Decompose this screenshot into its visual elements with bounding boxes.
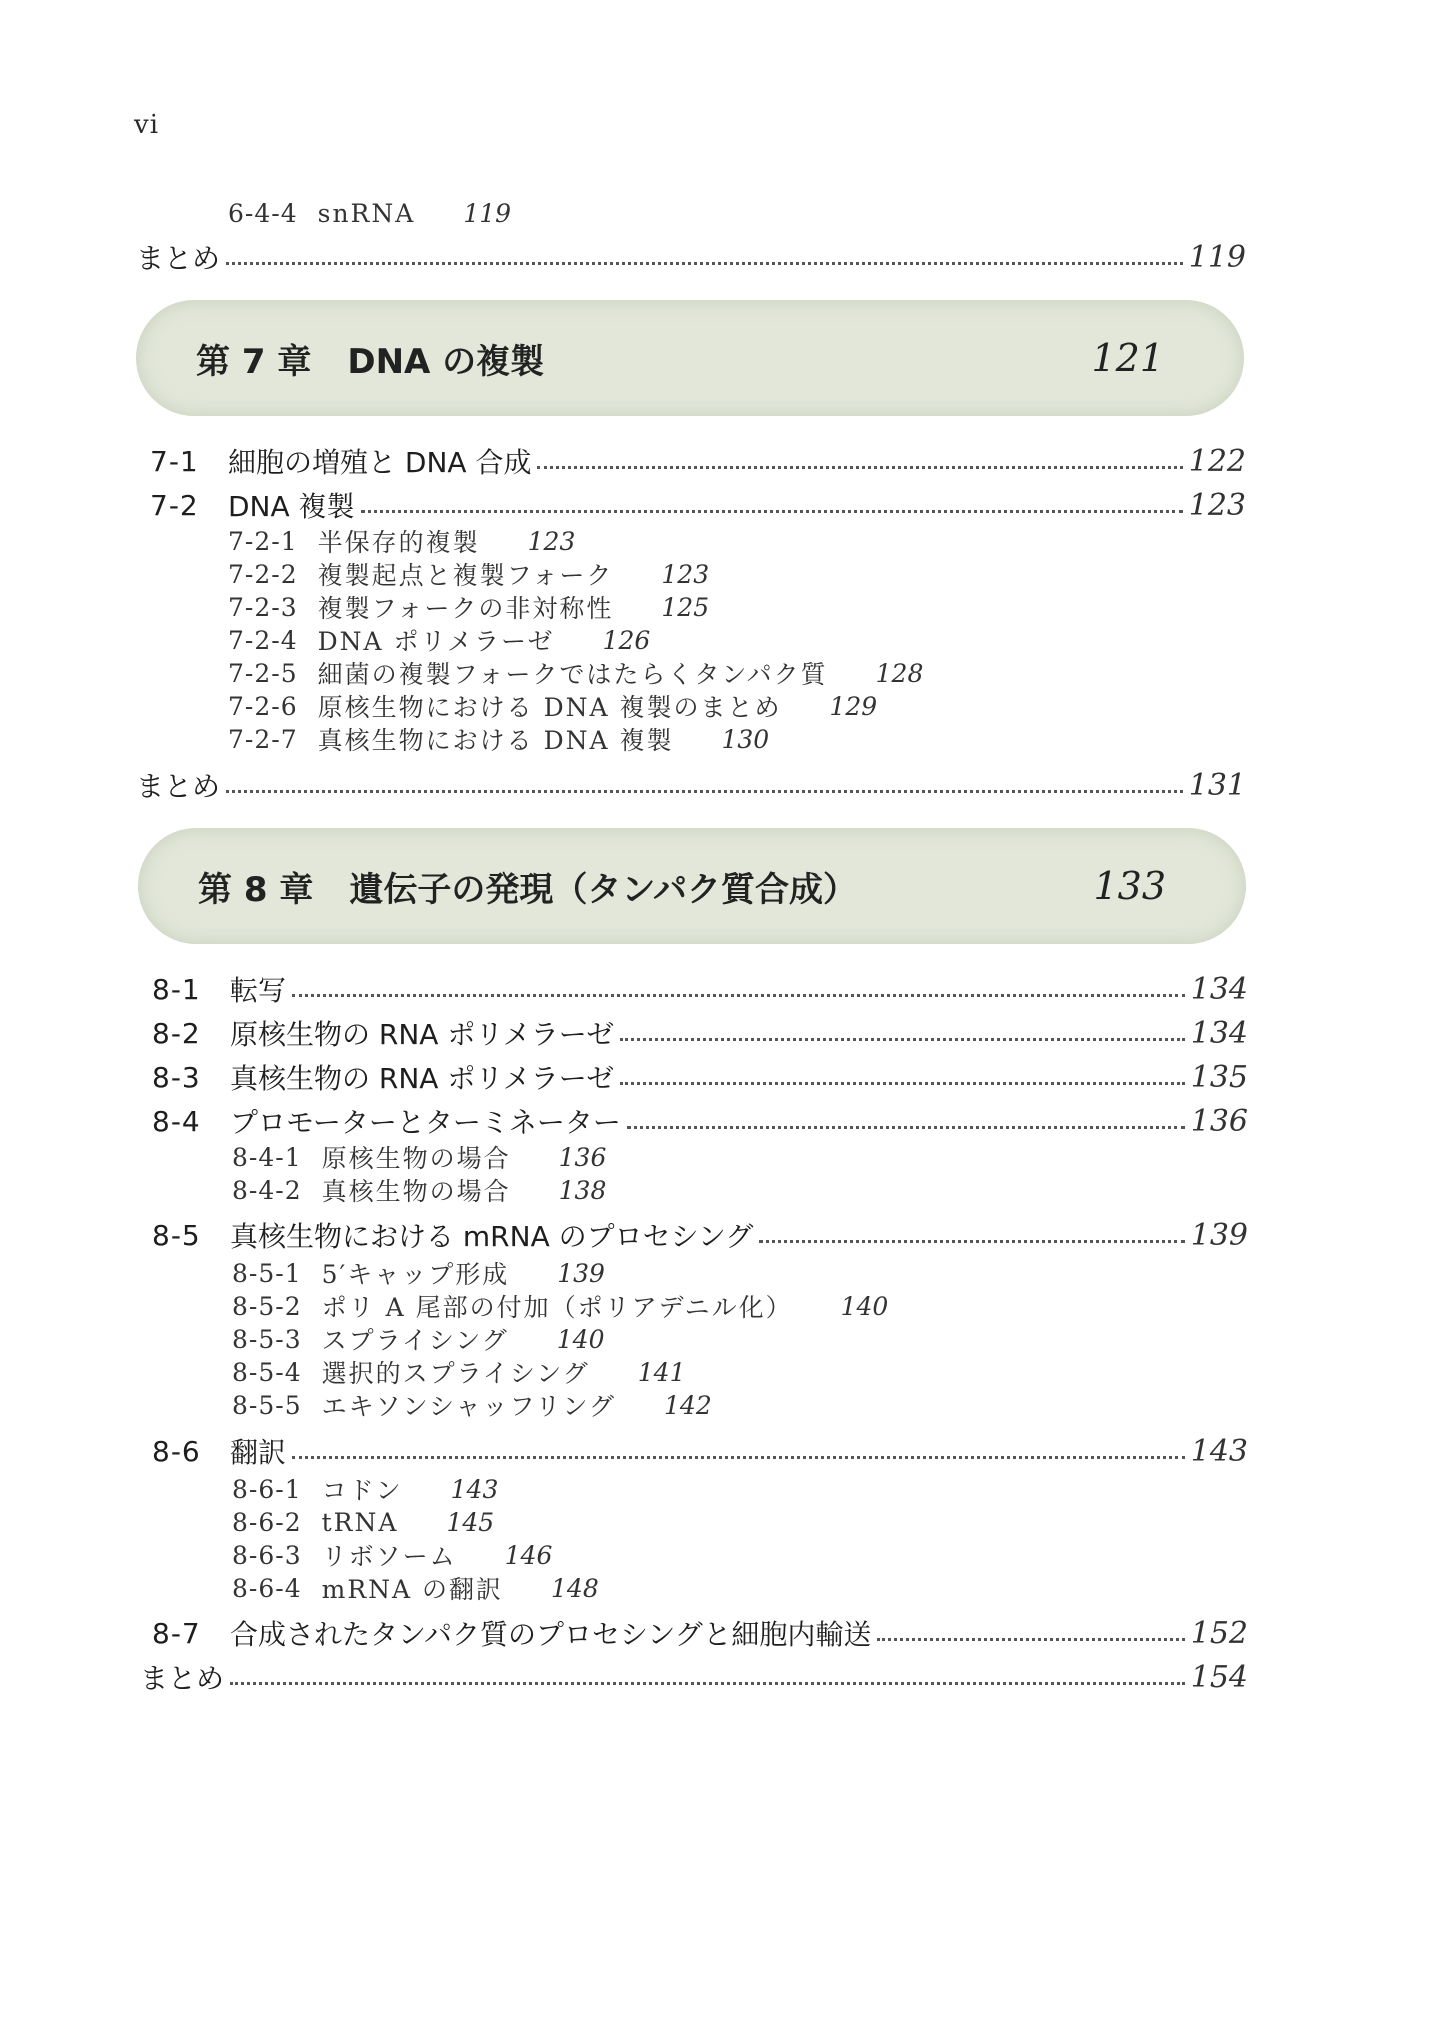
subsection-number: 8-6-3 [232,1540,302,1570]
toc-subsection-7-2-7[interactable] [228,722,769,756]
section-number: 7-2 [150,488,199,522]
subsection-number: 8-5-3 [232,1324,302,1354]
section-page: 139 [1190,1217,1248,1253]
toc-section-8-1[interactable] [152,968,1248,1010]
subsection-title: tRNA [321,1507,399,1537]
section-title: プロモーターとターミネーター [230,1106,621,1139]
section-page: 123 [1188,487,1246,523]
subsection-number: 8-5-1 [232,1258,302,1288]
chapter-label: 第 8 章 [198,869,314,910]
section-title: 原核生物の RNA ポリメラーゼ [230,1018,615,1051]
section-page: 134 [1190,971,1248,1007]
page-number: vi [134,110,160,140]
subsection-number: 7-2-1 [228,526,298,556]
subsection-title: 真核生物の場合 [321,1177,511,1206]
subsection-title: 5′キャップ形成 [321,1260,510,1289]
subsection-title: ポリ A 尾部の付加（ポリアデニル化） [321,1293,793,1322]
subsection-title: コドン [321,1476,403,1505]
subsection-number: 7-2-4 [228,625,298,655]
toc-subsection-8-5-4[interactable] [232,1355,685,1389]
toc-section-8-3[interactable] [152,1056,1248,1098]
subsection-number: 7-2-5 [228,658,298,688]
toc-subsection-7-2-2[interactable] [228,557,709,591]
subsection-number: 8-5-5 [232,1390,302,1420]
toc-section-8-4[interactable] [152,1100,1248,1142]
leader-dots [361,510,1183,513]
section-title: 真核生物の RNA ポリメラーゼ [230,1062,615,1095]
leader-dots [230,1682,1185,1685]
subsection-number: 8-6-2 [232,1507,302,1537]
subsection-title: 半保存的複製 [317,528,480,557]
toc-subsection-8-6-3[interactable] [232,1538,552,1572]
section-page: 152 [1190,1615,1248,1651]
subsection-number: 8-4-1 [232,1142,302,1172]
subsection-page: 125 [661,592,710,622]
section-number: 7-1 [150,444,199,478]
section-title: 細胞の増殖と DNA 合成 [228,446,532,479]
section-number: 8-3 [152,1060,201,1094]
subsection-number: 8-5-2 [232,1291,302,1321]
subsection-number: 7-2-3 [228,592,298,622]
summary-page: 131 [1188,767,1246,803]
subsection-page: 123 [527,526,576,556]
leader-dots [226,790,1183,793]
subsection-title: DNA ポリメラーゼ [317,627,555,656]
subsection-title: 複製起点と複製フォーク [317,561,614,590]
toc-subsection-7-2-1[interactable] [228,524,575,558]
subsection-page: 139 [557,1258,605,1288]
subsection-title: 原核生物における DNA 複製のまとめ [317,693,782,722]
subsection-title: snRNA [317,198,416,228]
toc-subsection-8-5-2[interactable] [232,1289,888,1323]
toc-section-8-2[interactable] [152,1012,1248,1054]
subsection-number: 6-4-4 [228,198,298,228]
section-title: 合成されたタンパク質のプロセシングと細胞内輸送 [230,1618,872,1651]
subsection-title: 原核生物の場合 [321,1144,511,1173]
toc-subsection-8-5-3[interactable] [232,1322,604,1356]
toc-section-7-1[interactable] [150,440,1246,482]
chapter-title: DNA の複製 [347,341,545,382]
section-number: 8-4 [152,1104,201,1138]
toc-section-8-7[interactable] [152,1612,1248,1654]
section-page: 122 [1188,443,1246,479]
chapter-8-banner[interactable] [138,828,1246,944]
subsection-page: 138 [558,1175,607,1205]
section-number: 8-5 [152,1218,201,1252]
subsection-number: 8-6-1 [232,1474,302,1504]
subsection-number: 8-4-2 [232,1175,302,1205]
toc-section-8-5[interactable] [152,1214,1248,1256]
section-number: 8-1 [152,972,201,1006]
toc-subsection-8-5-1[interactable] [232,1256,605,1290]
leader-dots [620,1082,1184,1085]
leader-dots [759,1240,1184,1243]
summary-page: 154 [1190,1659,1248,1695]
toc-subsection-8-6-4[interactable] [232,1571,599,1605]
section-number: 8-2 [152,1016,201,1050]
leader-dots [226,262,1183,265]
summary-page: 119 [1188,239,1246,275]
subsection-title: スプライシング [321,1326,509,1355]
chapter-page: 133 [1093,864,1166,908]
section-number: 8-7 [152,1616,201,1650]
summary-label: まとめ [136,242,221,275]
section-page: 143 [1190,1433,1248,1469]
toc-subsection-8-5-5[interactable] [232,1388,712,1422]
toc-subsection-7-2-3[interactable] [228,590,709,624]
section-page: 134 [1190,1015,1248,1051]
subsection-page: 123 [661,559,710,589]
subsection-page: 140 [840,1291,889,1321]
subsection-page: 142 [664,1390,712,1420]
leader-dots [537,466,1182,469]
subsection-page: 119 [463,198,512,228]
toc-subsection-8-4-1[interactable] [232,1140,606,1174]
chapter-7-banner[interactable] [136,300,1244,416]
subsection-title: 細菌の複製フォークではたらくタンパク質 [317,660,828,689]
toc-section-8-6[interactable] [152,1430,1248,1472]
subsection-number: 8-6-4 [232,1573,302,1603]
subsection-page: 146 [504,1540,553,1570]
subsection-page: 136 [558,1142,607,1172]
leader-dots [292,994,1185,997]
section-page: 136 [1190,1103,1248,1139]
subsection-page: 141 [637,1357,686,1387]
toc-subsection-7-2-6[interactable] [228,689,877,723]
toc-subsection-8-6-1[interactable] [232,1472,498,1506]
chapter-title: 遺伝子の発現（タンパク質合成） [349,869,857,910]
subsection-number: 8-5-4 [232,1357,302,1387]
subsection-number: 7-2-2 [228,559,298,589]
summary-label: まとめ [136,770,221,803]
subsection-title: 選択的スプライシング [321,1359,590,1388]
toc-subsection-8-4-2[interactable] [232,1173,606,1207]
subsection-title: リボソーム [321,1542,457,1571]
summary-label: まとめ [140,1662,225,1695]
subsection-page: 130 [721,724,770,754]
toc-subsection-7-2-4[interactable] [228,623,650,657]
subsection-page: 126 [602,625,651,655]
section-page: 135 [1190,1059,1248,1095]
section-title: DNA 複製 [228,490,355,523]
section-title: 転写 [230,974,287,1007]
subsection-page: 128 [875,658,924,688]
subsection-title: 複製フォークの非対称性 [317,594,614,623]
toc-subsection-8-6-2[interactable] [232,1505,494,1539]
leader-dots [620,1038,1184,1041]
subsection-page: 145 [446,1507,495,1537]
toc-summary-chapter6[interactable] [136,236,1246,278]
chapter-page: 121 [1091,336,1164,380]
subsection-page: 140 [556,1324,605,1354]
subsection-number: 7-2-6 [228,691,298,721]
toc-subsection-7-2-5[interactable] [228,656,923,690]
section-number: 8-6 [152,1434,201,1468]
toc-summary-chapter8[interactable] [140,1656,1248,1698]
section-title: 真核生物における mRNA のプロセシング [230,1220,754,1253]
section-title: 翻訳 [230,1436,287,1469]
subsection-page: 148 [551,1573,599,1603]
subsection-title: エキソンシャッフリング [321,1392,617,1421]
subsection-page: 143 [450,1474,499,1504]
leader-dots [877,1638,1184,1641]
chapter-label: 第 7 章 [196,341,312,382]
subsection-page: 129 [829,691,878,721]
toc-summary-chapter7[interactable] [136,764,1246,806]
subsection-title: mRNA の翻訳 [321,1575,504,1604]
subsection-title: 真核生物における DNA 複製 [317,726,674,755]
subsection-number: 7-2-7 [228,724,298,754]
toc-subsection-6-4-4[interactable] [228,196,511,230]
leader-dots [292,1456,1185,1459]
leader-dots [627,1126,1185,1129]
toc-section-7-2[interactable] [150,484,1246,526]
